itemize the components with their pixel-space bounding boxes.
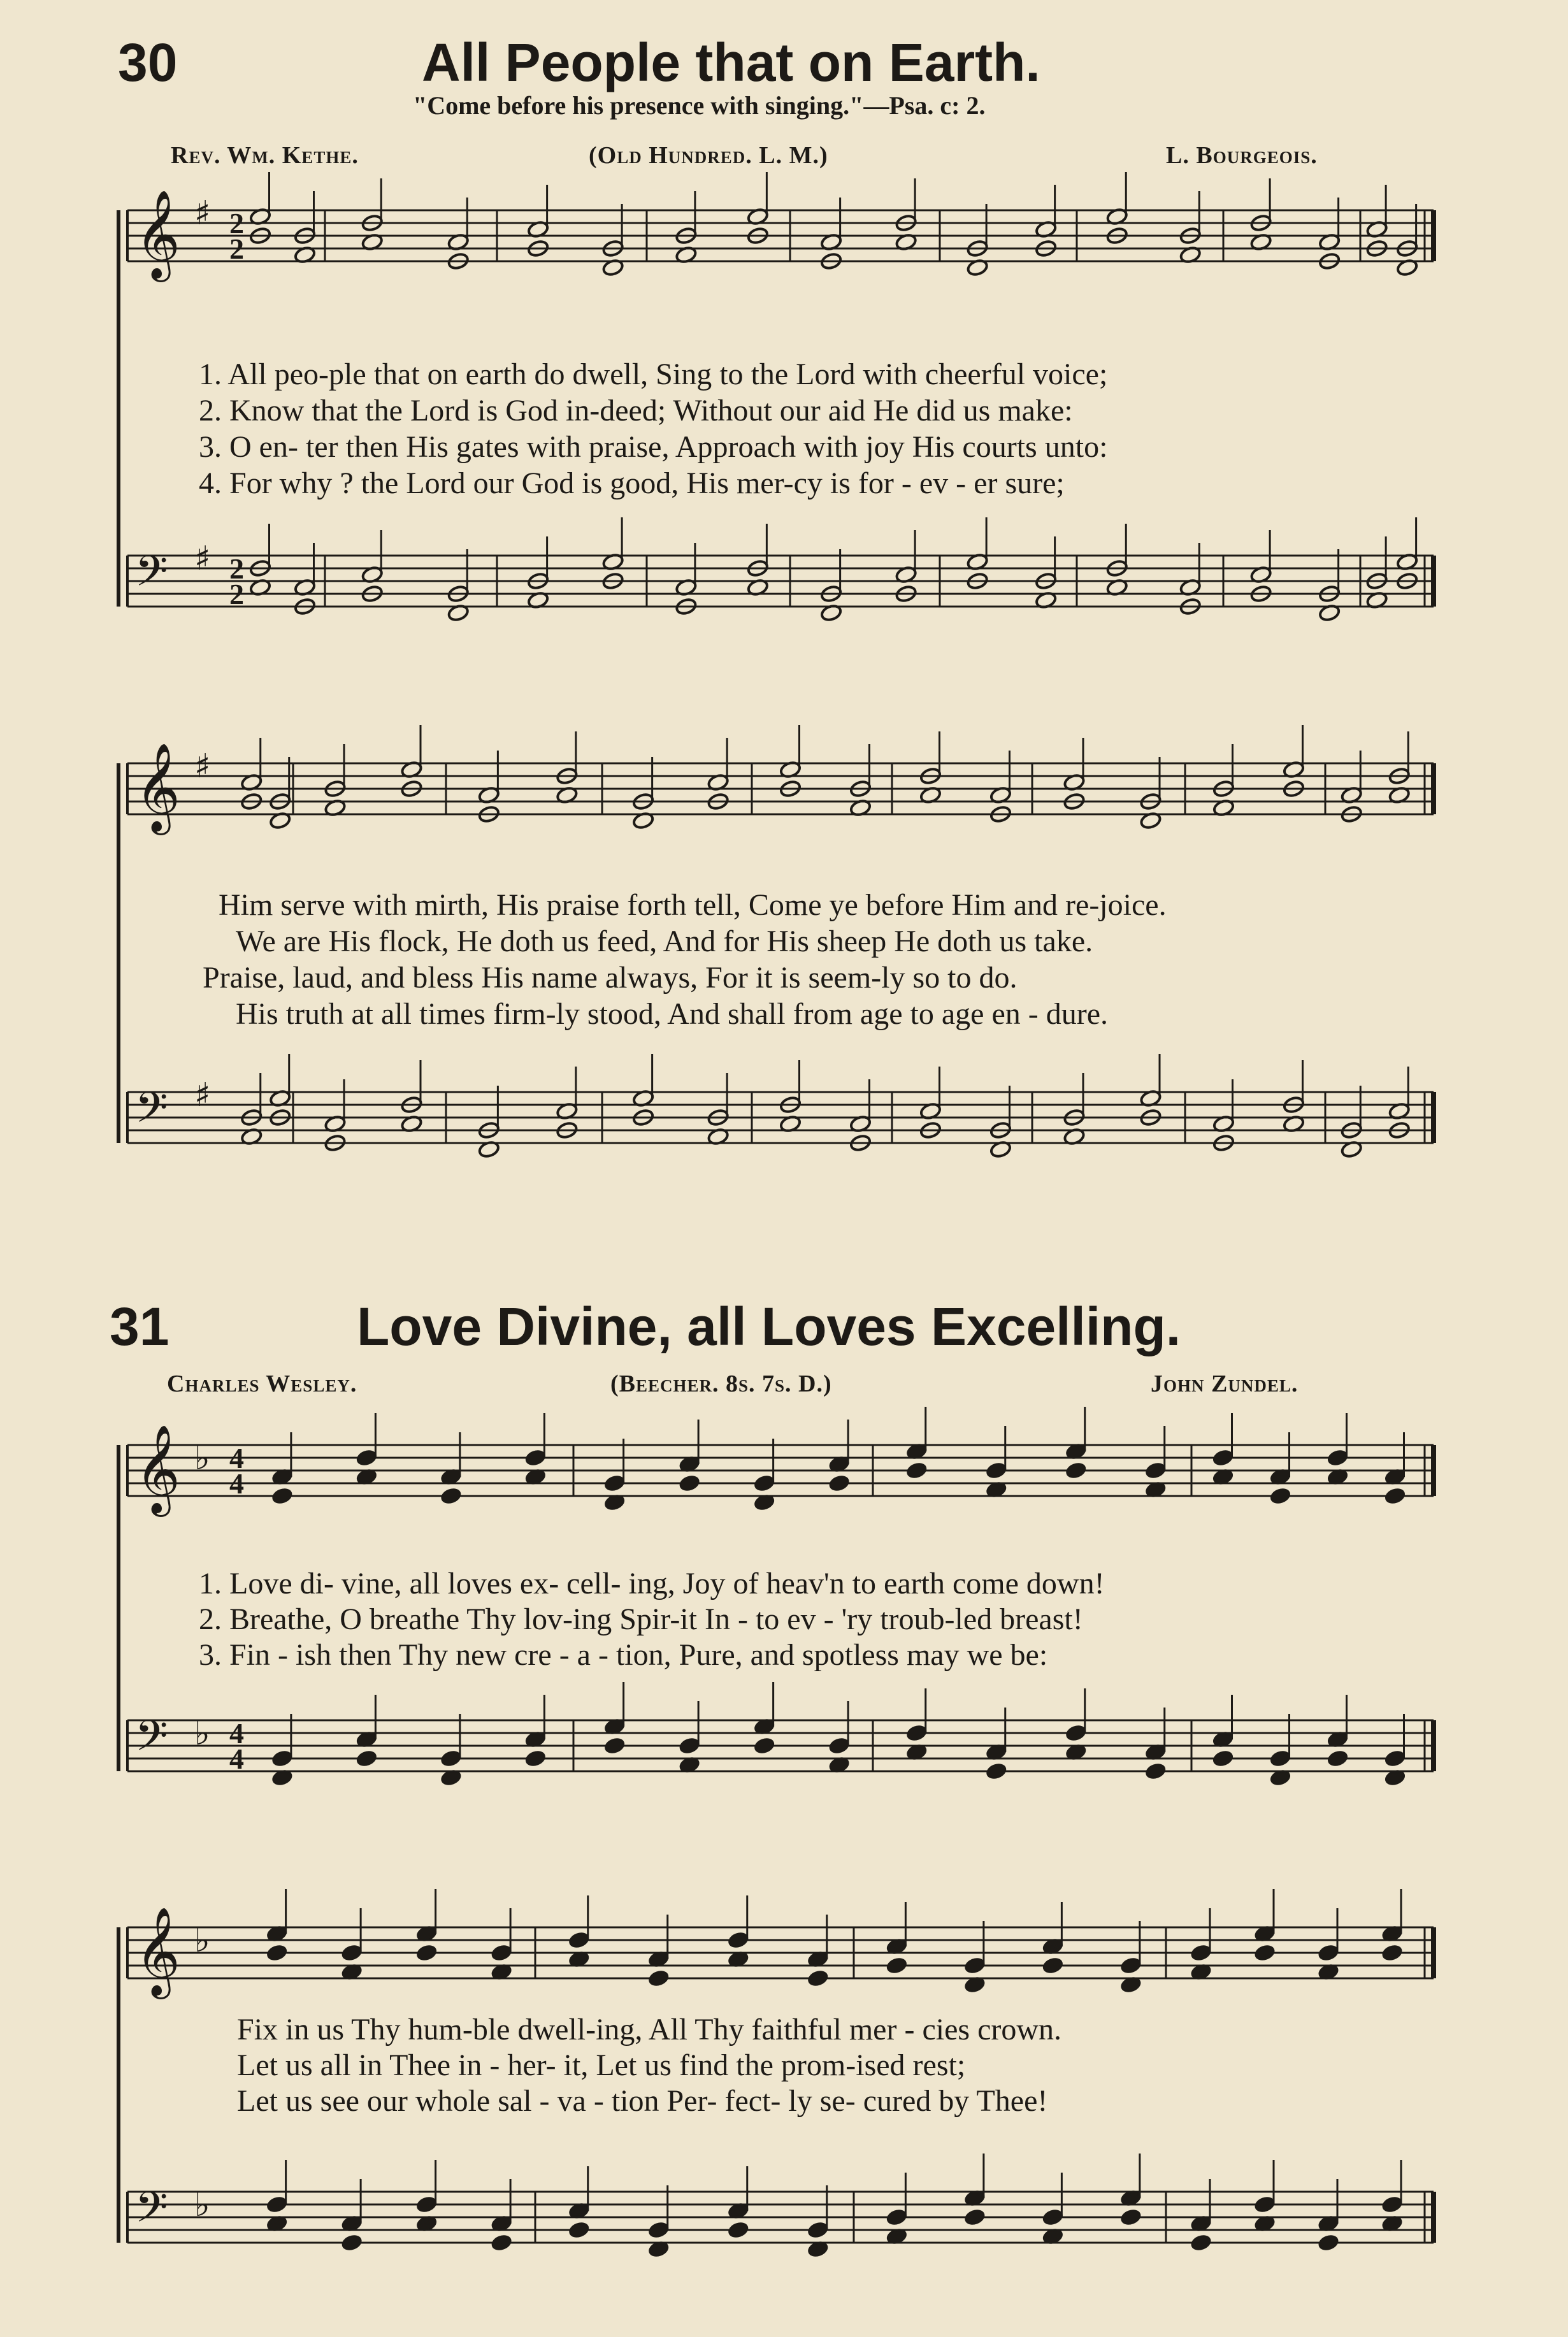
note-head (1327, 1448, 1349, 1467)
note-head (1119, 1956, 1142, 1974)
verse-line: 3. O en- ter then His gates with praise, Approach with joy His courts unto: (199, 430, 1108, 464)
verse-line: Let us all in Thee in - her- it, Let us find the prom-ised rest; (237, 2048, 966, 2082)
note-head (807, 1969, 829, 1987)
scripture-reference: "Come before his presence with singing."—Psa. c: 2. (413, 91, 986, 120)
note-head (440, 1749, 462, 1767)
note-head (568, 2220, 590, 2239)
bass-clef-icon: 𝄢 (135, 547, 168, 606)
note-head (271, 1486, 293, 1505)
note-head (341, 2233, 363, 2252)
note-head (1384, 1749, 1406, 1767)
treble-clef-icon: 𝄞 (135, 743, 180, 831)
verse-line: We are His flock, He doth us feed, And for His sheep He doth us take. (236, 924, 1093, 958)
note-head (341, 1943, 363, 1962)
flat-icon: ♭ (194, 2186, 210, 2224)
note-head (1190, 1943, 1212, 1962)
flat-icon: ♭ (194, 1439, 210, 1478)
note-head (603, 1474, 626, 1492)
composer-credit: L. Bourgeois. (1166, 142, 1318, 169)
sharp-icon: ♯ (194, 194, 211, 233)
note-head (679, 1474, 701, 1492)
bass-clef-icon: 𝄢 (135, 2183, 168, 2242)
note-head (1212, 1749, 1234, 1767)
note-head (1190, 2233, 1212, 2252)
note-head (1327, 1749, 1349, 1767)
note-head (524, 1448, 547, 1467)
note-head (1042, 1956, 1064, 1974)
note-head (415, 1943, 438, 1962)
note-head (266, 1943, 288, 1962)
note-head (1065, 1461, 1087, 1479)
note-head (524, 1749, 547, 1767)
verse-line: 1. All peo-ple that on earth do dwell, Sing to the Lord with cheerful voice; (199, 357, 1108, 391)
note-head (1317, 2233, 1339, 2252)
note-head (679, 1736, 701, 1755)
sharp-icon: ♯ (194, 540, 211, 578)
author-credit: Rev. Wm. Kethe. (171, 142, 359, 169)
note-head (807, 2220, 829, 2239)
note-head (963, 1956, 986, 1974)
note-head (985, 1461, 1007, 1479)
time-signature: 4 (229, 1717, 244, 1750)
note-head (727, 1931, 749, 1949)
bass-clef-icon: 𝄢 (135, 1083, 168, 1142)
time-signature: 4 (229, 1743, 244, 1775)
note-head (1119, 2208, 1142, 2226)
verse-line: 2. Breathe, O breathe Thy lov-ing Spir-it In - to ev - 'ry troub-led breast! (199, 1602, 1083, 1636)
time-signature: 2 (229, 578, 244, 610)
time-signature: 4 (229, 1467, 244, 1500)
note-head (603, 1736, 626, 1755)
note-head (1381, 1943, 1403, 1962)
flat-icon: ♭ (194, 1922, 210, 1960)
treble-clef-icon: 𝄞 (135, 190, 180, 278)
note-head (440, 1486, 462, 1505)
note-head (905, 1461, 928, 1479)
author-credit: Charles Wesley. (167, 1370, 357, 1397)
verse-line: Him serve with mirth, His praise forth tell, Come ye before Him and re-joice. (219, 888, 1167, 922)
verse-line: 4. For why ? the Lord our God is good, His mer-cy is for - ev - er sure; (199, 466, 1065, 500)
note-head (1144, 1461, 1167, 1479)
note-head (1212, 1448, 1234, 1467)
hymn-number: 31 (110, 1297, 169, 1356)
note-head (905, 1723, 928, 1742)
note-head (568, 1931, 590, 1949)
verse-line: Fix in us Thy hum-ble dwell-ing, All Thy faithful mer - cies crown. (237, 2013, 1062, 2046)
verse-line: Let us see our whole sal - va - tion Per- fect- ly se- cured by Thee! (237, 2084, 1048, 2118)
verse-line: Praise, laud, and bless His name always, For it is seem-ly so to do. (203, 961, 1018, 995)
note-head (886, 1956, 908, 1974)
note-head (886, 2208, 908, 2226)
note-head (1253, 2195, 1276, 2213)
note-head (415, 2195, 438, 2213)
treble-clef-icon: 𝄞 (135, 1425, 180, 1513)
note-head (963, 2208, 986, 2226)
verse-line: 1. Love di- vine, all loves ex- cell- ing, Joy of heav'n to earth come down! (199, 1567, 1105, 1600)
note-head (828, 1736, 851, 1755)
note-head (1269, 1486, 1291, 1505)
note-head (828, 1474, 851, 1492)
note-head (1384, 1486, 1406, 1505)
note-head (1253, 1943, 1276, 1962)
note-head (491, 1943, 513, 1962)
note-head (1269, 1749, 1291, 1767)
verse-line: 3. Fin - ish then Thy new cre - a - tion, Pure, and spotless may we be: (199, 1638, 1048, 1672)
hymn-title: Love Divine, all Loves Excelling. (357, 1297, 1181, 1356)
sharp-icon: ♯ (194, 747, 211, 786)
tune-credit: (Old Hundred. L. M.) (589, 142, 828, 169)
verse-line: His truth at all times firm-ly stood, And shall from age to age en - dure. (236, 997, 1109, 1031)
hymn-number: 30 (118, 32, 178, 92)
note-head (1042, 2208, 1064, 2226)
flat-icon: ♭ (194, 1715, 210, 1753)
bass-clef-icon: 𝄢 (135, 1711, 168, 1771)
note-head (753, 1474, 775, 1492)
note-head (1317, 1943, 1339, 1962)
note-head (266, 2195, 288, 2213)
sharp-icon: ♯ (194, 1076, 211, 1114)
note-head (271, 1749, 293, 1767)
note-head (1381, 2195, 1403, 2213)
time-signature: 4 (229, 1442, 244, 1474)
time-signature: 2 (229, 233, 244, 265)
note-head (647, 1969, 670, 1987)
note-head (1144, 1762, 1167, 1780)
note-head (356, 1448, 378, 1467)
time-signature: 2 (229, 552, 244, 585)
treble-clef-icon: 𝄞 (135, 1907, 180, 1995)
note-head (753, 1736, 775, 1755)
time-signature: 2 (229, 207, 244, 240)
note-head (647, 2220, 670, 2239)
tune-credit: (Beecher. 8s. 7s. D.) (610, 1370, 832, 1397)
note-head (491, 2233, 513, 2252)
note-head (985, 1762, 1007, 1780)
composer-credit: John Zundel. (1151, 1370, 1298, 1397)
note-head (356, 1749, 378, 1767)
note-head (727, 2220, 749, 2239)
note-head (1065, 1723, 1087, 1742)
hymn-title: All People that on Earth. (422, 32, 1040, 92)
verse-line: 2. Know that the Lord is God in-deed; Without our aid He did us make: (199, 394, 1073, 428)
